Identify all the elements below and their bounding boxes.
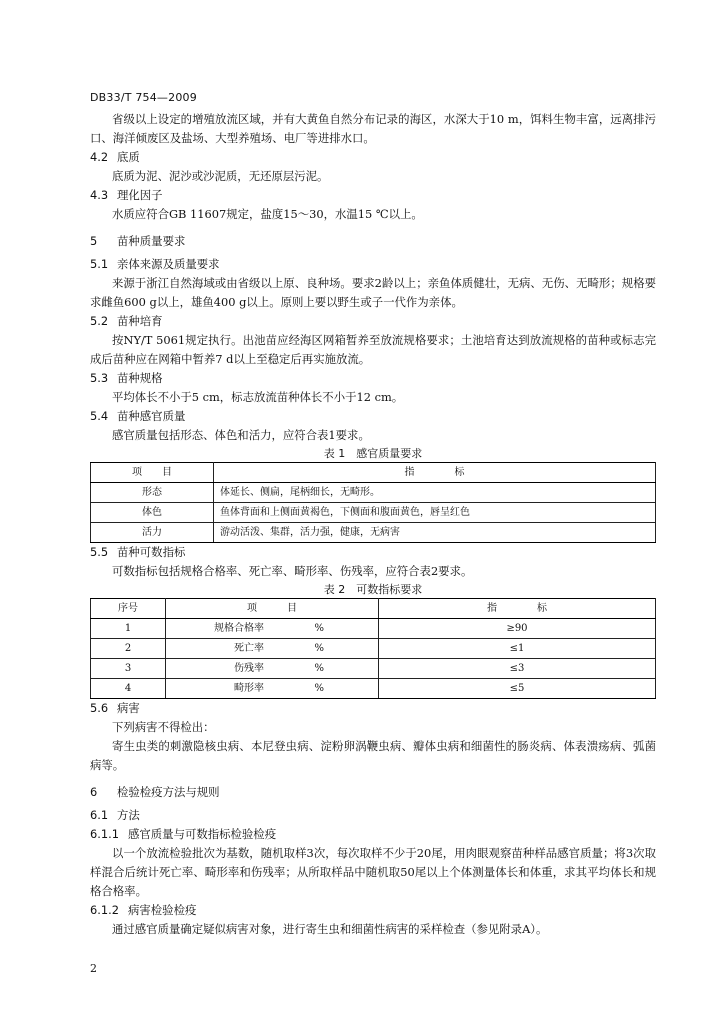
section-6-1-1-text: 以一个放流检验批次为基数，随机取样3次，每次取样不少于20尾，用肉眼观察苗种样品感官质量；将3次取样混合后统计死亡率、畸形率和伤残率；从所取样品中随机取50尾以上个体测量体长和体重，求其平均体长和规格合格率。 [90, 846, 656, 898]
row-item [166, 679, 379, 699]
section-5-4-text: 感官质量包括形态、体色和活力，应符合表1要求。 [112, 428, 370, 442]
section-5-4-heading [90, 407, 656, 426]
table-header-row [91, 599, 656, 619]
section-6-1-2-text: 通过感官质量确定疑似病害对象，进行寄生虫和细菌性病害的采样检查（参见附录A）。 [112, 922, 548, 936]
section-number: 5.3 [90, 371, 109, 385]
section-number: 6.1 [90, 808, 109, 822]
row-index: 鱼体背面和上侧面黄褐色，下侧面和腹面黄色，唇呈红色 [214, 503, 656, 523]
section-number: 6 [90, 785, 98, 799]
section-5-1-text: 来源于浙江自然海域或由省级以上原、良种场。要求2龄以上；亲鱼体质健壮，无病、无伤、无畸形；规格要求雌鱼600 g以上，雄鱼400 g以上。原则上要以野生或子一代作为亲体。 [90, 276, 656, 309]
section-5-2-text: 按NY/T 5061规定执行。出池苗应经海区网箱暂养至放流规格要求；土池培育达到放流规格的苗种或标志完成后苗种应在网箱中暂养7 d以上至稳定后再实施放流。 [90, 333, 656, 366]
row-no: 3 [91, 659, 166, 679]
section-title: 亲体来源及质量要求 [117, 257, 220, 271]
row-index: 体延长、侧扁，尾柄细长，无畸形。 [214, 483, 656, 503]
row-no: 2 [91, 639, 166, 659]
header-index: 指 标 [379, 599, 656, 619]
item-unit: % [314, 663, 324, 674]
section-number: 6.1.2 [90, 903, 119, 917]
row-index: ≤1 [379, 639, 656, 659]
table-row [91, 503, 656, 523]
row-no: 4 [91, 679, 166, 699]
row-item [166, 639, 379, 659]
section-5-6-text-1: 下列病害不得检出： [112, 720, 215, 734]
table-2-countable-indexes [90, 598, 656, 699]
section-5-2-heading [90, 312, 656, 331]
section-title: 方法 [117, 808, 140, 822]
section-title: 理化因子 [117, 188, 163, 202]
section-4-3-text: 水质应符合GB 11607规定，盐度15～30，水温15 ℃以上。 [112, 207, 423, 221]
table-row [91, 679, 656, 699]
row-item [166, 659, 379, 679]
table-row [91, 659, 656, 679]
header-item: 项 目 [91, 463, 214, 483]
row-item: 形态 [91, 483, 214, 503]
header-item: 项 目 [166, 599, 379, 619]
section-number: 4.2 [90, 150, 109, 164]
table-row [91, 619, 656, 639]
section-title: 苗种可数指标 [117, 545, 186, 559]
section-4-2-heading [90, 148, 656, 167]
section-number: 6.1.1 [90, 827, 119, 841]
section-number: 5.2 [90, 314, 109, 328]
section-number: 5.5 [90, 545, 109, 559]
section-number: 5 [90, 234, 98, 248]
page-content [90, 110, 656, 939]
item-name: 规格合格率 [214, 623, 264, 634]
section-5-3-text: 平均体长不小于5 cm，标志放流苗种体长不小于12 cm。 [112, 390, 404, 404]
section-5-3-heading [90, 369, 656, 388]
section-title: 病害 [117, 701, 140, 715]
table-1-caption: 表 1 感官质量要求 [323, 447, 423, 460]
standard-code: DB33/T 754—2009 [90, 91, 197, 104]
section-4-3-heading [90, 186, 656, 205]
row-no: 1 [91, 619, 166, 639]
section-5-6-heading [90, 699, 656, 718]
item-name: 伤残率 [234, 663, 264, 674]
item-unit: % [314, 643, 324, 654]
section-title: 苗种感官质量 [117, 409, 186, 423]
row-index: ≤3 [379, 659, 656, 679]
row-index: ≤5 [379, 679, 656, 699]
section-4-2-text: 底质为泥、泥沙或沙泥质，无还原层污泥。 [112, 169, 329, 183]
table-1-sensory-quality [90, 462, 656, 543]
section-6-heading [90, 783, 656, 802]
item-name: 死亡率 [234, 643, 264, 654]
section-title: 感官质量与可数指标检验检疫 [128, 827, 277, 841]
section-6-1-1-heading [90, 825, 656, 844]
section-6-1-2-heading [90, 901, 656, 920]
table-row [91, 639, 656, 659]
item-unit: % [314, 623, 324, 634]
header-no: 序号 [91, 599, 166, 619]
section-number: 5.6 [90, 701, 109, 715]
page-number: 2 [90, 962, 97, 975]
section-6-1-heading [90, 806, 656, 825]
row-index: 游动活泼、集群，活力强，健康，无病害 [214, 523, 656, 543]
item-unit: % [314, 683, 324, 694]
section-number: 4.3 [90, 188, 109, 202]
item-name: 畸形率 [234, 683, 264, 694]
section-title: 苗种质量要求 [117, 234, 186, 248]
row-item [166, 619, 379, 639]
intro-paragraph: 省级以上设定的增殖放流区域，并有大黄鱼自然分布记录的海区，水深大于10 m，饵料生物丰富，远离排污口、海洋倾废区及盐场、大型养殖场、电厂等进排水口。 [90, 112, 656, 145]
row-item: 体色 [91, 503, 214, 523]
section-5-heading [90, 232, 656, 251]
section-title: 病害检验检疫 [128, 903, 197, 917]
section-5-1-heading [90, 255, 656, 274]
section-5-5-text: 可数指标包括规格合格率、死亡率、畸形率、伤残率，应符合表2要求。 [112, 564, 473, 578]
row-item: 活力 [91, 523, 214, 543]
table-row [91, 523, 656, 543]
section-number: 5.4 [90, 409, 109, 423]
section-title: 苗种规格 [117, 371, 163, 385]
section-title: 底质 [117, 150, 140, 164]
row-index: ≥90 [379, 619, 656, 639]
section-title: 检验检疫方法与规则 [117, 785, 220, 799]
table-header-row [91, 463, 656, 483]
table-row [91, 483, 656, 503]
header-index: 指 标 [214, 463, 656, 483]
table-2-caption: 表 2 可数指标要求 [323, 583, 423, 596]
section-number: 5.1 [90, 257, 109, 271]
section-5-5-heading [90, 543, 656, 562]
section-5-6-text-2: 寄生虫类的刺激隐核虫病、本尼登虫病、淀粉卵涡鞭虫病、瓣体虫病和细菌性的肠炎病、体表溃疡病、弧菌病等。 [90, 739, 656, 772]
section-title: 苗种培育 [117, 314, 163, 328]
